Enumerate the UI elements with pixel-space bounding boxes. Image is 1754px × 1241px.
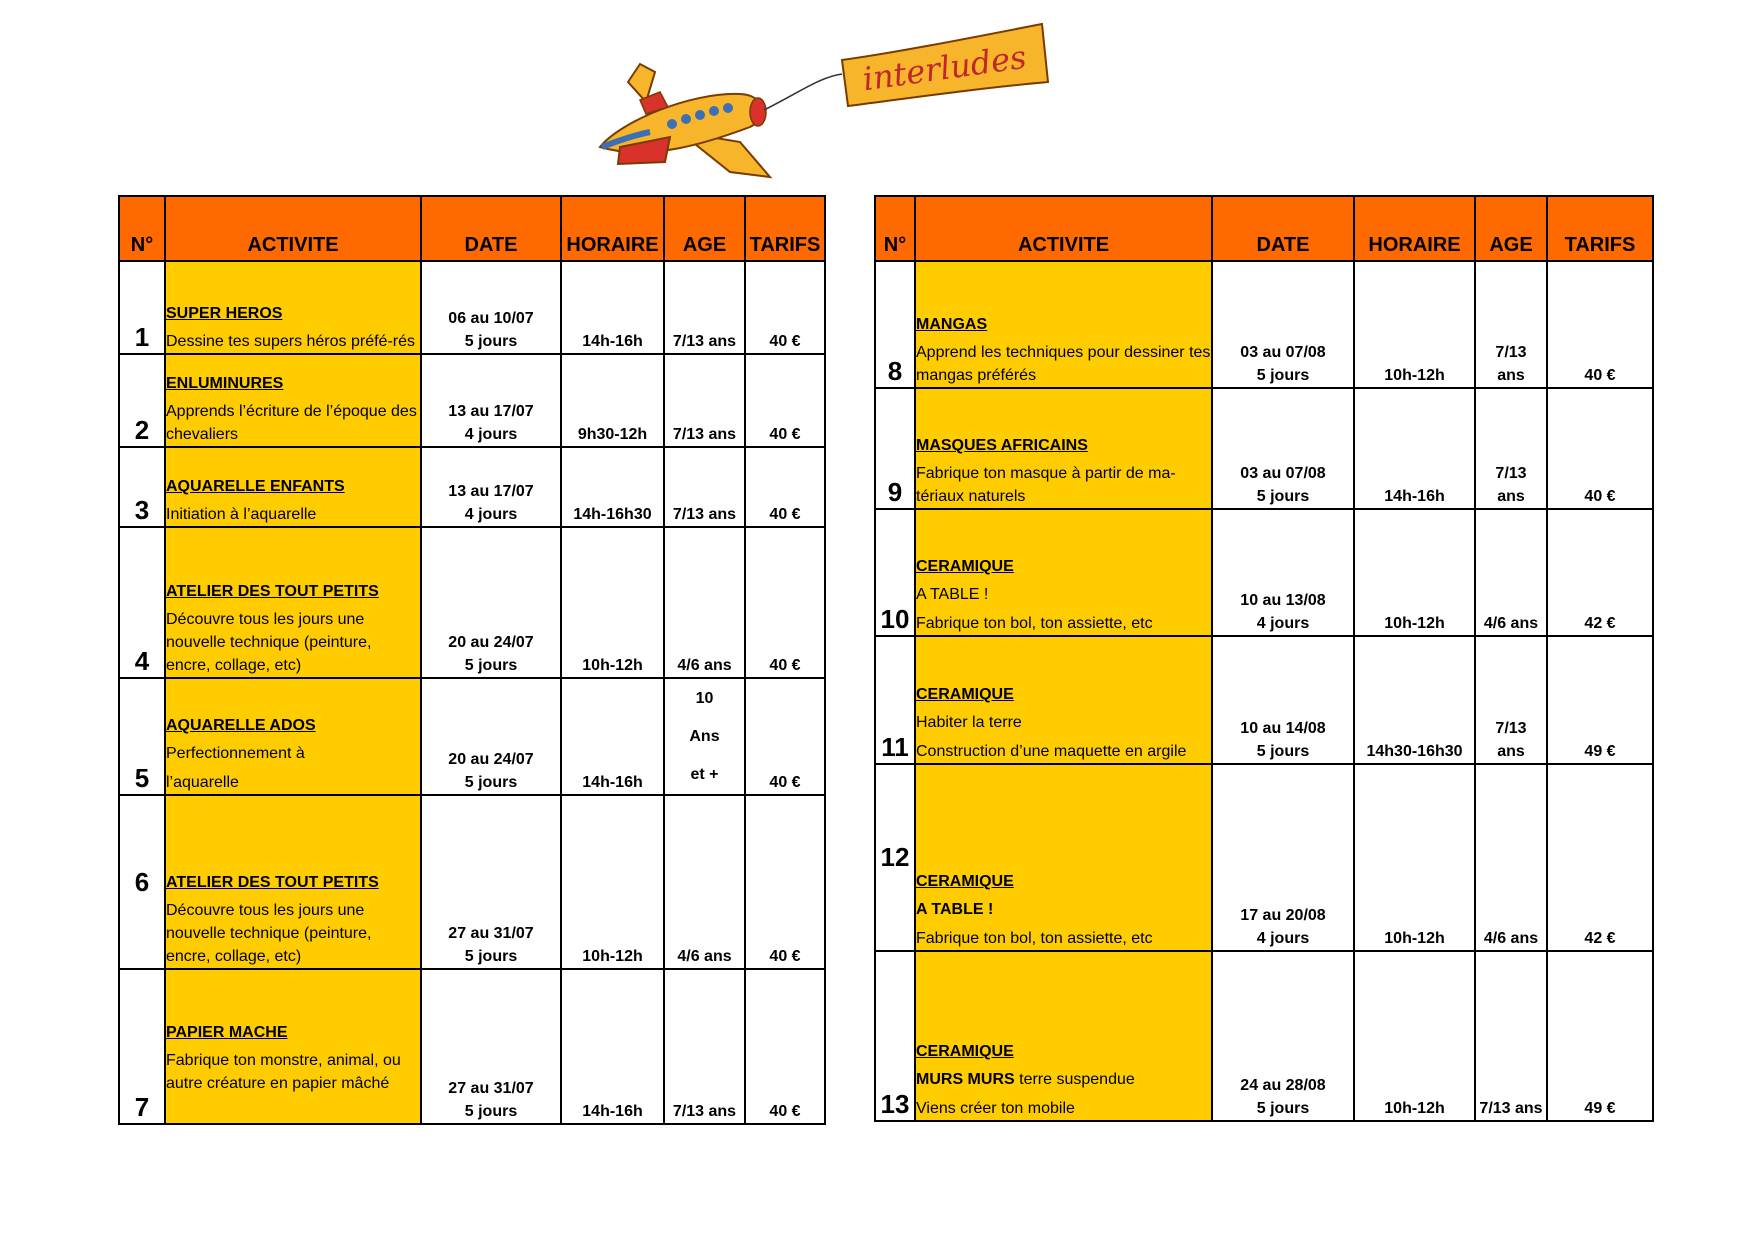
row-number: 10 (875, 509, 915, 636)
date-cell: 10 au 13/08 4 jours (1212, 509, 1354, 636)
activity-title: CERAMIQUE (916, 873, 1014, 890)
activity-description: Fabrique ton monstre, animal, ou autre créature en papier mâché (166, 1052, 401, 1092)
table-row (119, 795, 825, 969)
activity-title: CERAMIQUE (916, 1043, 1014, 1060)
table-row (119, 354, 825, 447)
activity-cell (165, 969, 421, 1124)
price-cell: 49 € (1547, 951, 1653, 1121)
schedule-cell: 10h-12h (1354, 261, 1475, 388)
row-number: 1 (119, 261, 165, 354)
activity-cell (915, 261, 1212, 388)
interludes-logo (580, 22, 1050, 182)
header-age: AGE (664, 196, 745, 261)
age-cell: 7/13 ans (1475, 636, 1547, 764)
header-schedule: HORAIRE (1354, 196, 1475, 261)
activity-title: SUPER HEROS (166, 305, 283, 322)
header-date: DATE (1212, 196, 1354, 261)
activity-cell (915, 509, 1212, 636)
activity-description: Découvre tous les jours une nouvelle technique (peinture, encre, collage, etc) (166, 902, 372, 965)
activity-cell (915, 951, 1212, 1121)
date-cell: 27 au 31/07 5 jours (421, 969, 561, 1124)
schedule-cell: 14h-16h (561, 678, 664, 795)
activity-description: Perfectionnement à (166, 745, 305, 762)
activity-description: Fabrique ton bol, ton assiette, etc (916, 615, 1153, 632)
price-cell: 49 € (1547, 636, 1653, 764)
schedule-table-july (118, 195, 826, 1125)
table-header-row (119, 196, 825, 261)
age-cell: 7/13 ans (1475, 261, 1547, 388)
activity-cell (165, 354, 421, 447)
activity-title: AQUARELLE ENFANTS (166, 478, 345, 495)
age-cell: 4/6 ans (1475, 764, 1547, 951)
activity-description: Apprends l’écriture de l’époque des chevaliers (166, 403, 417, 443)
age-cell: 7/13 ans (1475, 951, 1547, 1121)
row-number: 7 (119, 969, 165, 1124)
activity-title: PAPIER MACHE (166, 1024, 288, 1041)
age-cell: 4/6 ans (664, 527, 745, 678)
date-cell: 27 au 31/07 5 jours (421, 795, 561, 969)
age-cell: 7/13 ans (664, 354, 745, 447)
age-cell: 4/6 ans (1475, 509, 1547, 636)
table-row (875, 509, 1653, 636)
date-cell: 24 au 28/08 5 jours (1212, 951, 1354, 1121)
row-number: 8 (875, 261, 915, 388)
table-row (119, 447, 825, 527)
activity-description: Apprend les techniques pour dessiner tes mangas préférés (916, 344, 1211, 384)
activity-description: Viens créer ton mobile (916, 1100, 1075, 1117)
price-cell: 40 € (1547, 388, 1653, 509)
age-cell: 7/13 ans (664, 447, 745, 527)
activity-description: Découvre tous les jours une nouvelle technique (peinture, encre, collage, etc) (166, 611, 372, 674)
schedule-cell: 10h-12h (1354, 764, 1475, 951)
activity-cell (915, 388, 1212, 509)
age-cell: 4/6 ans (664, 795, 745, 969)
row-number: 5 (119, 678, 165, 795)
table-row (119, 527, 825, 678)
activity-cell (915, 636, 1212, 764)
table-row (875, 388, 1653, 509)
date-cell: 03 au 07/08 5 jours (1212, 388, 1354, 509)
activity-title: CERAMIQUE (916, 686, 1014, 703)
header-price: TARIFS (1547, 196, 1653, 261)
activity-title: MANGAS (916, 316, 988, 333)
activity-title: ENLUMINURES (166, 375, 284, 392)
date-cell: 13 au 17/07 4 jours (421, 354, 561, 447)
schedule-cell: 14h-16h (1354, 388, 1475, 509)
activity-cell (165, 527, 421, 678)
header-price: TARIFS (745, 196, 825, 261)
price-cell: 42 € (1547, 764, 1653, 951)
table-row (875, 764, 1653, 951)
table-row (119, 678, 825, 795)
table-row (875, 261, 1653, 388)
activity-description: Fabrique ton bol, ton assiette, etc (916, 930, 1153, 947)
header-date: DATE (421, 196, 561, 261)
price-cell: 40 € (745, 354, 825, 447)
row-number: 2 (119, 354, 165, 447)
age-cell: 7/13 ans (1475, 388, 1547, 509)
activity-description: Habiter la terre (916, 714, 1022, 731)
activity-description: Fabrique ton masque à partir de ma-tériaux naturels (916, 465, 1176, 505)
row-number: 4 (119, 527, 165, 678)
schedule-cell: 9h30-12h (561, 354, 664, 447)
age-cell: 7/13 ans (664, 969, 745, 1124)
header-age: AGE (1475, 196, 1547, 261)
activity-description: l’aquarelle (166, 774, 239, 791)
age-cell: 7/13 ans (664, 261, 745, 354)
activity-title: CERAMIQUE (916, 558, 1014, 575)
activity-description: Dessine tes supers héros préfé-rés (166, 333, 415, 350)
activity-cell (165, 795, 421, 969)
row-number: 12 (875, 764, 915, 951)
activity-title: MASQUES AFRICAINS (916, 437, 1088, 454)
date-cell: 10 au 14/08 5 jours (1212, 636, 1354, 764)
header-activity: ACTIVITE (165, 196, 421, 261)
table-header-row (875, 196, 1653, 261)
schedule-cell: 10h-12h (1354, 509, 1475, 636)
activity-subtitle: A TABLE ! (916, 901, 994, 918)
row-number: 6 (119, 795, 165, 969)
schedule-cell: 14h30-16h30 (1354, 636, 1475, 764)
row-number: 11 (875, 636, 915, 764)
date-cell: 13 au 17/07 4 jours (421, 447, 561, 527)
logo-text: interludes (860, 37, 1029, 99)
activity-title: AQUARELLE ADOS (166, 717, 316, 734)
age-cell: 10 Ans et + (664, 678, 745, 795)
table-row (875, 636, 1653, 764)
schedule-table-august (874, 195, 1654, 1122)
price-cell: 40 € (745, 527, 825, 678)
row-number: 9 (875, 388, 915, 509)
date-cell: 17 au 20/08 4 jours (1212, 764, 1354, 951)
date-cell: 03 au 07/08 5 jours (1212, 261, 1354, 388)
activity-cell (915, 764, 1212, 951)
activity-title: ATELIER DES TOUT PETITS (166, 583, 379, 600)
date-cell: 20 au 24/07 5 jours (421, 678, 561, 795)
table-row (119, 969, 825, 1124)
activity-title: ATELIER DES TOUT PETITS (166, 874, 379, 891)
schedule-cell: 14h-16h30 (561, 447, 664, 527)
header-num: N° (875, 196, 915, 261)
activity-description: Construction d’une maquette en argile (916, 743, 1187, 760)
date-cell: 06 au 10/07 5 jours (421, 261, 561, 354)
row-number: 13 (875, 951, 915, 1121)
price-cell: 40 € (745, 261, 825, 354)
activity-cell (165, 678, 421, 795)
price-cell: 40 € (745, 969, 825, 1124)
header-activity: ACTIVITE (915, 196, 1212, 261)
activity-cell (165, 447, 421, 527)
price-cell: 40 € (745, 795, 825, 969)
activity-cell (165, 261, 421, 354)
price-cell: 42 € (1547, 509, 1653, 636)
activity-description: Initiation à l’aquarelle (166, 506, 317, 523)
price-cell: 40 € (745, 678, 825, 795)
schedule-cell: 14h-16h (561, 969, 664, 1124)
header-schedule: HORAIRE (561, 196, 664, 261)
table-row (875, 951, 1653, 1121)
price-cell: 40 € (745, 447, 825, 527)
row-number: 3 (119, 447, 165, 527)
schedule-cell: 14h-16h (561, 261, 664, 354)
activity-description: A TABLE ! (916, 586, 989, 603)
activity-subtitle: MURS MURS terre suspendue (916, 1071, 1135, 1088)
date-cell: 20 au 24/07 5 jours (421, 527, 561, 678)
header-num: N° (119, 196, 165, 261)
price-cell: 40 € (1547, 261, 1653, 388)
schedule-cell: 10h-12h (561, 795, 664, 969)
schedule-cell: 10h-12h (561, 527, 664, 678)
schedule-cell: 10h-12h (1354, 951, 1475, 1121)
table-row (119, 261, 825, 354)
